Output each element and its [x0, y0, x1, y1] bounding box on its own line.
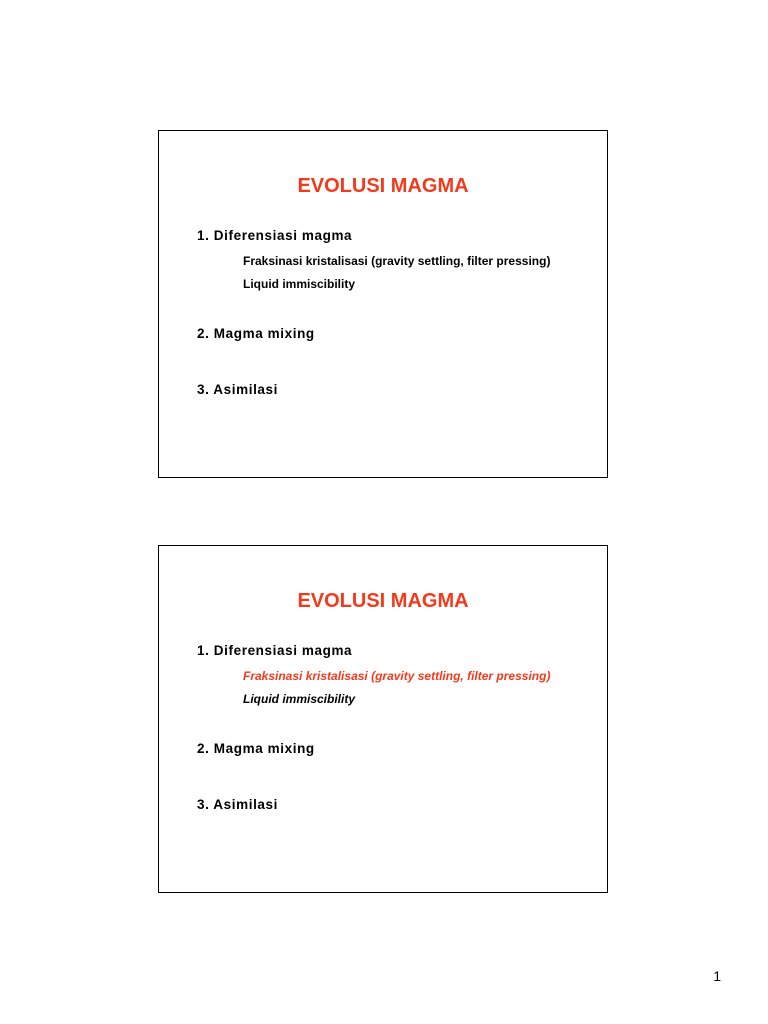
sub-point-liquid-immiscibility: Liquid immiscibility — [243, 692, 356, 706]
point-diferensiasi-magma: 1. Diferensiasi magma — [197, 228, 353, 243]
slide-title: EVOLUSI MAGMA — [297, 175, 469, 197]
page-number: 1 — [713, 968, 721, 984]
sub-point-fraksinasi: Fraksinasi kristalisasi (gravity settling, filter pressing) — [243, 254, 551, 268]
slide-1 — [158, 130, 608, 478]
point-asimilasi: 3. Asimilasi — [197, 797, 278, 812]
point-magma-mixing: 2. Magma mixing — [197, 326, 315, 341]
point-magma-mixing: 2. Magma mixing — [197, 741, 315, 756]
point-asimilasi: 3. Asimilasi — [197, 382, 278, 397]
slide-title: EVOLUSI MAGMA — [297, 590, 469, 612]
slide-2 — [158, 545, 608, 893]
sub-point-fraksinasi-highlighted: Fraksinasi kristalisasi (gravity settling, filter pressing) — [243, 669, 551, 683]
sub-point-liquid-immiscibility: Liquid immiscibility — [243, 277, 356, 291]
point-diferensiasi-magma: 1. Diferensiasi magma — [197, 643, 353, 658]
